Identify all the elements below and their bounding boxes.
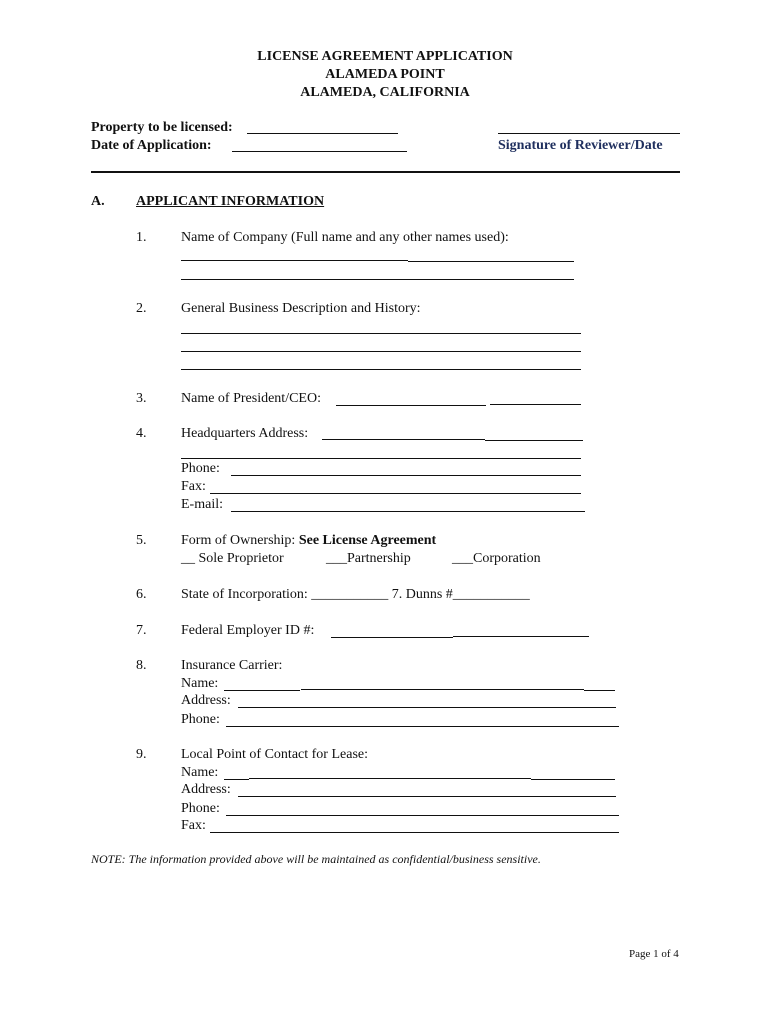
hq-fax-field[interactable] bbox=[210, 493, 581, 494]
company-name-label: Name of Company (Full name and any other names used): bbox=[181, 230, 509, 245]
item-number-5: 5. bbox=[136, 533, 147, 548]
section-letter: A. bbox=[91, 194, 105, 209]
insurance-label: Insurance Carrier: bbox=[181, 658, 283, 673]
hq-phone-field[interactable] bbox=[231, 475, 581, 476]
insurance-name-field[interactable] bbox=[224, 690, 300, 691]
item-number-3: 3. bbox=[136, 391, 147, 406]
insurance-address-field[interactable] bbox=[238, 707, 616, 708]
headquarters-label: Headquarters Address: bbox=[181, 426, 309, 441]
insurance-name-label: Name: bbox=[181, 676, 219, 691]
insurance-address-label: Address: bbox=[181, 693, 231, 708]
contact-name-field-cont[interactable] bbox=[249, 778, 531, 779]
president-field[interactable] bbox=[336, 405, 486, 406]
president-field-cont[interactable] bbox=[490, 404, 581, 405]
business-description-line-3[interactable] bbox=[181, 369, 581, 370]
employer-id-field-cont[interactable] bbox=[453, 636, 589, 637]
contact-phone-label: Phone: bbox=[181, 801, 220, 816]
contact-phone-field[interactable] bbox=[226, 815, 619, 816]
option-corporation[interactable]: ___Corporation bbox=[452, 551, 541, 566]
company-other-names-field[interactable] bbox=[181, 279, 574, 280]
signature-label: Signature of Reviewer/Date bbox=[498, 138, 663, 153]
insurance-name-field-end[interactable] bbox=[584, 690, 615, 691]
date-label: Date of Application: bbox=[91, 138, 212, 153]
contact-name-field-end[interactable] bbox=[531, 779, 615, 780]
incorporation-dunns-line[interactable]: State of Incorporation: ___________ 7. Dunns #___________ bbox=[181, 587, 530, 602]
item-number-8: 8. bbox=[136, 658, 147, 673]
date-field[interactable] bbox=[232, 151, 407, 152]
headquarters-line-2[interactable] bbox=[181, 458, 581, 459]
property-label: Property to be licensed: bbox=[91, 120, 233, 135]
contact-address-label: Address: bbox=[181, 782, 231, 797]
headquarters-field[interactable] bbox=[322, 439, 485, 440]
employer-id-field[interactable] bbox=[331, 637, 453, 638]
confidentiality-note: NOTE: The information provided above will be maintained as confidential/business sensitive. bbox=[91, 852, 541, 866]
business-description-line-2[interactable] bbox=[181, 351, 581, 352]
hq-email-label: E-mail: bbox=[181, 497, 223, 512]
insurance-name-field-cont[interactable] bbox=[301, 689, 584, 690]
document-title: LICENSE AGREEMENT APPLICATION bbox=[257, 49, 513, 64]
headquarters-field-cont[interactable] bbox=[485, 440, 583, 441]
item-number-2: 2. bbox=[136, 301, 147, 316]
item-number-4: 4. bbox=[136, 426, 147, 441]
item-number-1: 1. bbox=[136, 230, 147, 245]
contact-fax-field[interactable] bbox=[210, 832, 619, 833]
ownership-label bbox=[181, 532, 436, 549]
business-description-label: General Business Description and History: bbox=[181, 301, 421, 316]
property-field[interactable] bbox=[247, 133, 398, 134]
hq-email-field[interactable] bbox=[231, 511, 585, 512]
business-description-line-1[interactable] bbox=[181, 333, 581, 334]
item-number-6: 6. bbox=[136, 587, 147, 602]
item-number-9: 9. bbox=[136, 747, 147, 762]
option-sole-proprietor[interactable]: __ Sole Proprietor bbox=[181, 551, 284, 566]
contact-name-field[interactable] bbox=[224, 779, 249, 780]
contact-fax-label: Fax: bbox=[181, 818, 206, 833]
contact-address-field[interactable] bbox=[238, 796, 616, 797]
contact-name-label: Name: bbox=[181, 765, 219, 780]
ownership-see-agreement: See License Agreement bbox=[298, 533, 437, 548]
signature-field[interactable] bbox=[498, 133, 680, 134]
insurance-phone-field[interactable] bbox=[226, 726, 619, 727]
section-title: APPLICANT INFORMATION bbox=[136, 194, 325, 209]
president-label: Name of President/CEO: bbox=[181, 391, 321, 406]
option-partnership[interactable]: ___Partnership bbox=[326, 551, 411, 566]
company-name-field-cont[interactable] bbox=[408, 261, 574, 262]
hq-fax-label: Fax: bbox=[181, 479, 206, 494]
document-subtitle-location: ALAMEDA POINT bbox=[325, 67, 445, 82]
hq-phone-label: Phone: bbox=[181, 461, 220, 476]
ownership-label-text: Form of Ownership: bbox=[181, 533, 296, 548]
document-subtitle-city: ALAMEDA, CALIFORNIA bbox=[300, 85, 470, 100]
company-name-field[interactable] bbox=[181, 260, 408, 261]
insurance-phone-label: Phone: bbox=[181, 712, 220, 727]
employer-id-label: Federal Employer ID #: bbox=[181, 623, 315, 638]
page-number: Page 1 of 4 bbox=[629, 948, 679, 960]
item-number-7: 7. bbox=[136, 623, 147, 638]
contact-label: Local Point of Contact for Lease: bbox=[181, 747, 368, 762]
section-divider bbox=[91, 171, 680, 173]
